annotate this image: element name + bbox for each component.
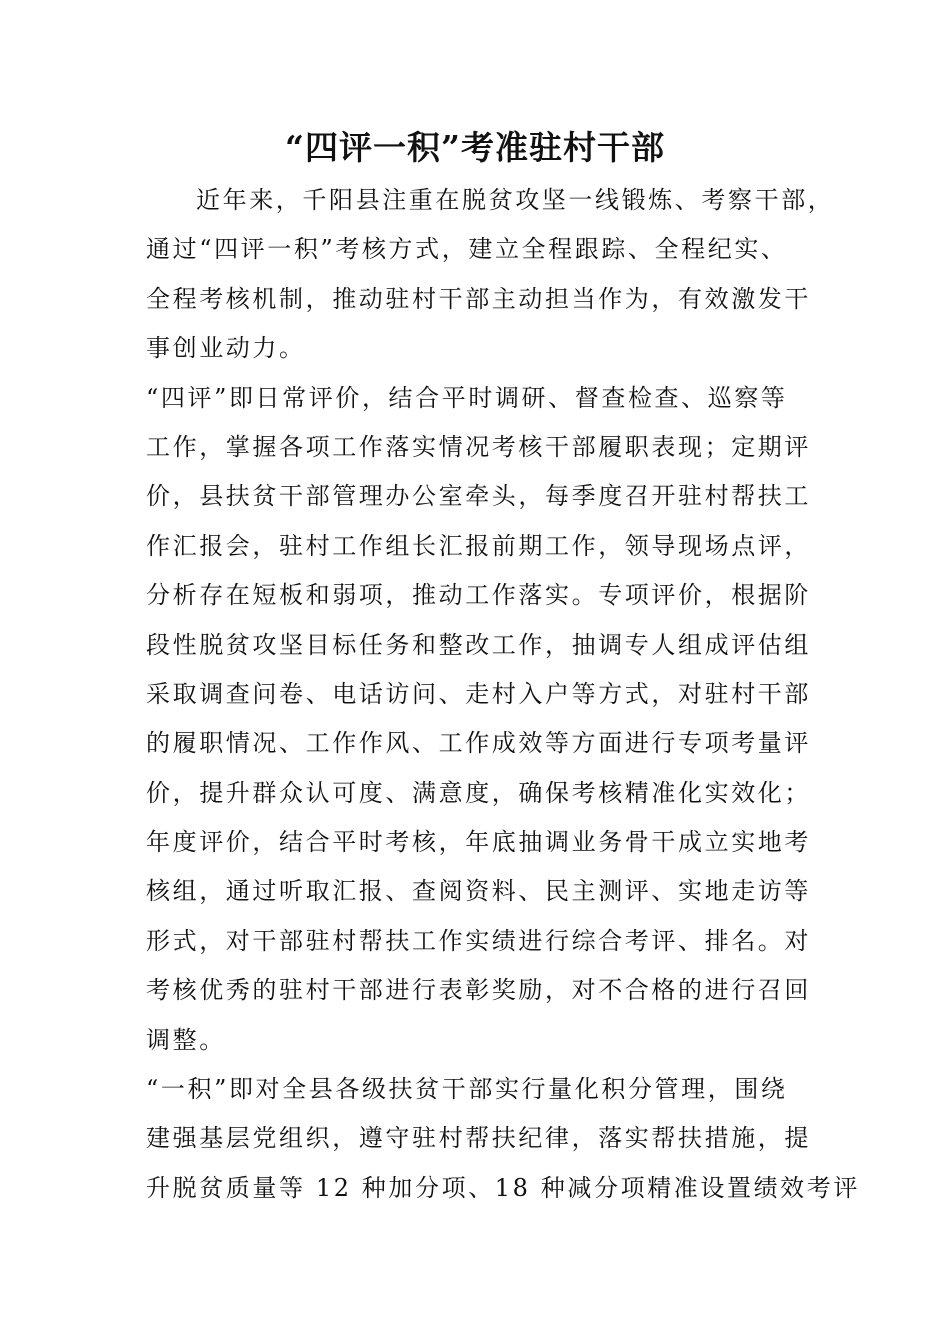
text-line: 年度评价，结合平时考核，年底抽调业务骨干成立实地考 bbox=[146, 828, 811, 857]
document-body bbox=[146, 176, 860, 1213]
text-line: 核组，通过听取汇报、查阅资料、民主测评、实地走访等 bbox=[146, 877, 811, 906]
text-line: 价，提升群众认可度、满意度，确保考核精准化实效化； bbox=[146, 778, 811, 807]
text-line: 价，县扶贫干部管理办公室牵头，每季度召开驻村帮扶工 bbox=[146, 482, 811, 511]
text-line: “四评”即日常评价，结合平时调研、督查检查、巡察等 bbox=[146, 383, 788, 412]
text-line: 考核优秀的驻村干部进行表彰奖励，对不合格的进行召回 bbox=[146, 976, 811, 1005]
text-line: 升脱贫质量等 12 种加分项、18 种减分项精准设置绩效考评 bbox=[146, 1173, 860, 1202]
text-line: 全程考核机制，推动驻村干部主动担当作为，有效激发干 bbox=[146, 284, 811, 313]
text-line: 建强基层党组织，遵守驻村帮扶纪律，落实帮扶措施，提 bbox=[146, 1124, 811, 1153]
text-line: 工作，掌握各项工作落实情况考核干部履职表现；定期评 bbox=[146, 432, 811, 461]
text-line: “一积”即对全县各级扶贫干部实行量化积分管理，围绕 bbox=[146, 1075, 788, 1104]
text-line: 近年来，千阳县注重在脱贫攻坚一线锻炼、考察干部， bbox=[196, 186, 835, 214]
document-title: “四评一积”考准驻村干部 bbox=[285, 128, 665, 167]
text-line: 通过“四评一积”考核方式，建立全程跟踪、全程纪实、 bbox=[146, 235, 788, 264]
text-line: 采取调查问卷、电话访问、走村入户等方式，对驻村干部 bbox=[146, 679, 811, 708]
text-line: 形式，对干部驻村帮扶工作实绩进行综合考评、排名。对 bbox=[146, 926, 811, 955]
text-line: 事创业动力。 bbox=[146, 334, 306, 363]
text-line: 的履职情况、工作作风、工作成效等方面进行专项考量评 bbox=[146, 729, 811, 758]
text-line: 作汇报会，驻村工作组长汇报前期工作，领导现场点评， bbox=[146, 531, 811, 560]
text-line: 调整。 bbox=[146, 1025, 226, 1054]
text-line: 段性脱贫攻坚目标任务和整改工作，抽调专人组成评估组 bbox=[146, 630, 811, 659]
text-line: 分析存在短板和弱项，推动工作落实。专项评价，根据阶 bbox=[146, 581, 811, 610]
